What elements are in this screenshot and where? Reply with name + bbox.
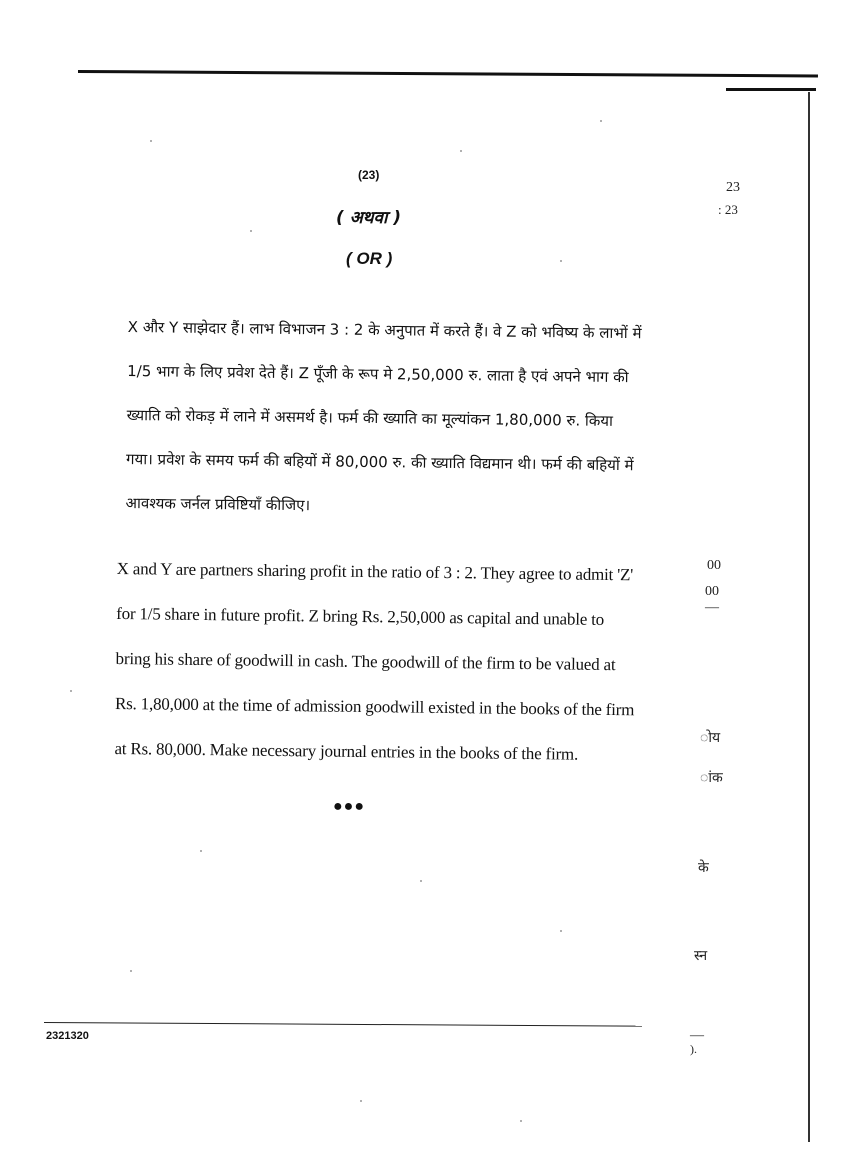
paper-code: 2321320 xyxy=(46,1030,89,1042)
question-hindi xyxy=(125,305,688,532)
page-number: (23) xyxy=(358,168,380,182)
scan-speck xyxy=(420,880,422,882)
question-english-line: bring his share of goodwill in cash. The goodwill of the firm to be valued at xyxy=(115,648,616,675)
bleed-fragment: 00 xyxy=(705,584,719,599)
question-hindi-line: गया। प्रवेश के समय फर्म की बहियों में 80,000 रु. की ख्याति विद्यमान थी। फर्म की बहियों में xyxy=(126,449,634,475)
scan-speck xyxy=(560,260,562,262)
bleed-fragment: स्न xyxy=(694,948,708,964)
scan-speck xyxy=(250,230,252,232)
bleed-fragment: — xyxy=(690,1028,704,1043)
top-rule-end xyxy=(726,88,816,91)
question-english-line: Rs. 1,80,000 at the time of admission goodwill existed in the books of the firm xyxy=(114,693,635,720)
bleed-fragment: — xyxy=(705,600,719,615)
scan-speck xyxy=(360,1100,362,1102)
question-hindi-line: आवश्यक जर्नल प्रविष्टियाँ कीजिए। xyxy=(125,493,311,515)
bleed-fragment: ). xyxy=(690,1042,697,1056)
scan-speck xyxy=(520,1120,522,1122)
bleed-fragment: ोय xyxy=(700,730,721,746)
question-hindi-line: 1/5 भाग के लिए प्रवेश देते हैं। Z पूँजी के रूप मे 2,50,000 रु. लाता है एवं अपने भाग की xyxy=(127,361,629,387)
question-hindi-line: X और Y साझेदार हैं। लाभ विभाजन 3 : 2 के अनुपात में करते हैं। वे Z को भविष्य के लाभों में xyxy=(127,317,642,343)
scan-speck xyxy=(600,120,602,122)
footer-rule xyxy=(44,1022,642,1027)
top-rule xyxy=(78,70,818,78)
bleed-fragment: 00 xyxy=(707,558,721,573)
scan-speck xyxy=(200,850,202,852)
bleed-fragment: 23 xyxy=(726,180,740,195)
bleed-fragment: : 23 xyxy=(718,202,738,217)
bleed-fragment: के xyxy=(698,860,709,876)
scan-speck xyxy=(130,970,132,972)
scan-speck xyxy=(150,140,152,142)
scan-speck xyxy=(70,690,72,692)
question-hindi-line: ख्याति को रोकड़ में लाने में असमर्थ है। फर्म की ख्याति का मूल्यांकन 1,80,000 रु. किया xyxy=(126,405,614,430)
question-english xyxy=(114,546,677,778)
or-label-hindi: ( अथवा ) xyxy=(336,208,402,228)
scan-speck xyxy=(460,150,462,152)
question-english-line: at Rs. 80,000. Make necessary journal entries in the books of the firm. xyxy=(114,738,579,764)
page-edge-shadow xyxy=(808,92,810,1142)
or-label-english: ( OR ) xyxy=(346,249,393,268)
question-english-line: for 1/5 share in future profit. Z bring Rs. 2,50,000 as capital and unable to xyxy=(116,603,605,629)
scan-speck xyxy=(560,930,562,932)
question-english-line: X and Y are partners sharing profit in the ratio of 3 : 2. They agree to admit 'Z' xyxy=(116,558,634,585)
bleed-fragment: ांक xyxy=(700,770,723,786)
end-of-question-marker: ●●● xyxy=(333,798,365,815)
